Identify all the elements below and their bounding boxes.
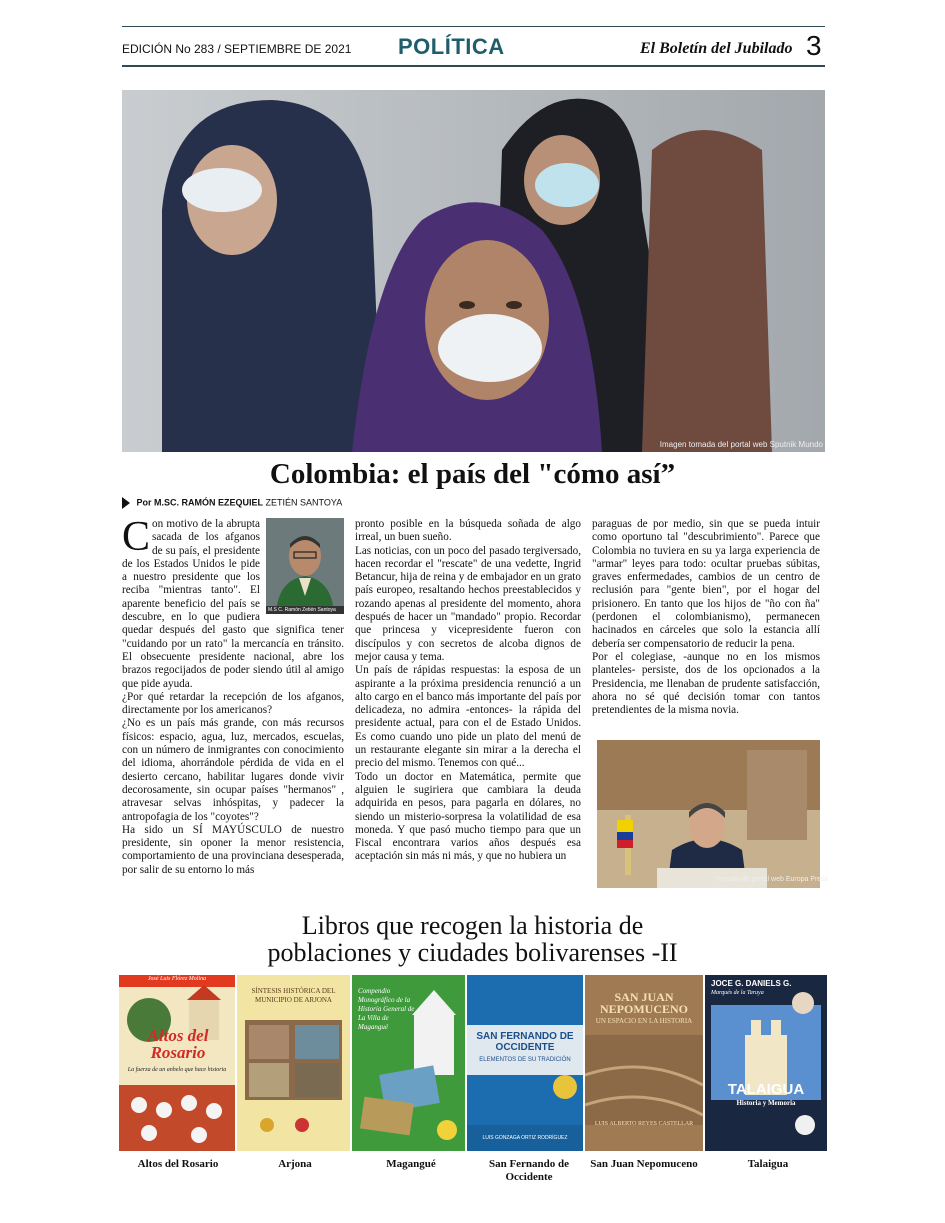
- book-cover-arjona: [237, 975, 350, 1151]
- book-cover-talaigua: [705, 975, 827, 1151]
- book-covers: [119, 975, 829, 1151]
- book-label: Arjona: [278, 1158, 312, 1170]
- byline-name: ZETIÉN SANTOYA: [265, 497, 343, 508]
- book-cover-title: SAN JUAN NEPOMUCENO: [600, 990, 688, 1016]
- book-cover-title: TALAIGUA: [727, 1081, 805, 1098]
- book-cover-art: [705, 975, 827, 1151]
- book-cover-subtitle: La fuerza de un anhelo que hace historia: [127, 1067, 227, 1073]
- article-column-1: [122, 514, 344, 877]
- book-cover-san-fernando: [467, 975, 583, 1151]
- col2-paragraph: pronto posible en la búsqueda soñada de algo irreal, un buen sueño.: [355, 518, 581, 544]
- book-label: San Fernando de Occidente: [488, 1158, 570, 1183]
- col1-paragraph: on motivo de la abrupta sacada de los afganos de su país, el presidente de los Estados Unidos le pide a nuestro presidente que los reciba "mientras tanto". El aparente beneficio del país se descubre, en lo que pudiera quedar después del gasto que significa tener "cuidando por un rato" la mercancía en tránsito. El obsecuente presidente nacional, abre los brazos regocijados de poder siendo útil al amigo que pide ayuda.: [122, 518, 344, 690]
- col2-paragraph: Las noticias, con un poco del pasado tergiversado, hacen recordar el "rescate" de una vedette, Ingrid Betancur, hija de reina y de embajador en un grato país europeo, resaltando hechos preestablecidos y rozando apenas al presidente del momento, ahora después de hacer un "mandado" propio. Recordar que princesa y vicepresidente fueron con discípulos y con secretos de alcoba dignos de mejor causa y tema.: [355, 544, 581, 663]
- book-cover-title: Altos del Rosario: [147, 1026, 209, 1062]
- dropcap: C: [122, 514, 151, 560]
- book-cover-magangue: [352, 975, 465, 1151]
- book-label: San Juan Nepomuceno: [590, 1158, 698, 1170]
- book-cover-title: Compendio Monográfico de la Historia General de La Villa de Magangué: [358, 987, 415, 1031]
- book-cover-altos-del-rosario: [119, 975, 235, 1151]
- author-portrait-illustration: [266, 518, 344, 614]
- header-bottom-rule: [122, 65, 825, 67]
- president-photo-caption: Tomado de portal web Europa Press: [715, 876, 829, 883]
- book-cover-author: JOCE G. DANIELS G.: [711, 979, 792, 988]
- president-illustration: [597, 740, 820, 888]
- col3-paragraph: paraguas de por medio, sin que se pueda intuir como oportuno tal "descubrimiento". Parece que Colombia no tuviera en su ya larga experiencia de "armar" leyes para todo: ocultar pruebas súbitas, graves enfermedades, cambios de un centro de reclusión para "gente bien", por el hogar del prisionero. En tanto que los hijos de "ño con ña" (perdonen el colombianismo), permanecen hacinados en cárceles que solo la estancia allí debería ser compensatorio de reducir la pena.: [592, 518, 820, 650]
- page-number: 3: [806, 30, 822, 61]
- section-title: POLÍTICA: [398, 34, 505, 59]
- col2-paragraph: Todo un doctor en Matemática, permite que alguien le sugiriera que cambiara la deuda adquirida en pesos, para pagarla en dólares, no siendo un misterio-sorpresa la volatilidad de esa moneda. Y que pasó mucho tiempo para que un Fiscal encontrara varios años después esa aceptación sin más ni más, y que no hubiera un: [355, 770, 581, 863]
- book-label: Magangué: [386, 1158, 436, 1170]
- col1-paragraph: ¿Por qué retardar la recepción de los afganos, directamente por los americanos?: [122, 690, 344, 717]
- book-cover-author: LUIS ALBERTO REYES CASTELLAR: [594, 1121, 694, 1127]
- publication-name: El Boletín del Jubilado: [640, 40, 793, 57]
- header-top-rule: [122, 26, 825, 27]
- hero-photo: [122, 90, 825, 452]
- hero-caption: Imagen tomada del portal web Sputnik Mundo: [659, 440, 823, 449]
- hero-illustration: [122, 90, 825, 452]
- col1-paragraph: ¿No es un país más grande, con más recursos físicos: espacio, agua, luz, mercados, escuelas, con un número de inmigrantes con conocimiento del idioma, ahorrándole pérdida de vida en el desierto cercano, habilitar lugares donde vivir decorosamente, sin ocupar países "hermanos" , atravesar selvas inhóspitas, y padecer la antropofagia de los "coyotes"?: [122, 717, 344, 823]
- author-portrait-caption: M.S C. Ramón Zetién Santoya: [266, 606, 344, 614]
- books-title-line-1: Libros que recogen la historia de: [301, 911, 644, 940]
- col2-paragraph: Un país de rápidas respuestas: la esposa de un aspirante a la próxima presidencia renunció a un alto cargo en el banco más importante del país por delicadeza, no admira -entonces- la rápida del presidente actual, para con el de Estado Unidos. Es como cuando uno pide un plato del menú de un restaurante elegante sin mirar a la derecha el precio del mismo. Tenemos con qué...: [355, 664, 581, 770]
- col1-paragraph: Ha sido un SÍ MAYÚSCULO de nuestro presidente, sin oponer la menor resistencia, comportamiento de una provinciana desesperada, por salir de su entorno lo más: [122, 823, 344, 876]
- author-portrait: [266, 518, 344, 614]
- book-cover-title: SÍNTESIS HISTÓRICA DEL MUNICIPIO DE ARJONA: [251, 987, 336, 1004]
- book-label: Talaigua: [747, 1158, 789, 1170]
- book-cover-note: Marqués de la Taruya: [711, 990, 764, 996]
- book-cover-art: [467, 975, 583, 1151]
- president-photo: [597, 740, 820, 888]
- book-author: José Luis Flórez Molina: [147, 976, 207, 982]
- article-title: Colombia: el país del "cómo así”: [269, 458, 676, 490]
- books-section-title: [0, 912, 945, 966]
- byline: [122, 497, 342, 509]
- col3-paragraph: Por el colegiase, -aunque no en los mismos planteles- persiste, dos de los opcionados a la Presidencia, me llenaban de prudente satisfacción, ahora no sé qué decisión tomar con tantos pretendientes de la misma novia.: [592, 650, 820, 717]
- book-cover-subtitle: ELEMENTOS DE SU TRADICIÓN: [479, 1057, 571, 1063]
- book-cover-art: [119, 975, 235, 1151]
- article-column-2: [355, 518, 581, 864]
- byline-triangle-icon: [122, 497, 130, 509]
- byline-prefix: Por M.SC. RAMÓN EZEQUIEL: [136, 497, 264, 508]
- book-label: Altos del Rosario: [137, 1158, 219, 1170]
- article-column-3: [592, 518, 820, 717]
- book-cover-san-juan: [585, 975, 703, 1151]
- books-title-line-2: poblaciones y ciudades bolivarenses -II: [267, 938, 678, 967]
- book-cover-subtitle: Historia y Memoria: [736, 1099, 796, 1107]
- edition-label: EDICIÓN No 283 / SEPTIEMBRE DE 2021: [122, 42, 352, 56]
- book-cover-author: LUIS GONZAGA ORTIZ RODRÍGUEZ: [482, 1135, 568, 1141]
- book-cover-title: SAN FERNANDO DE OCCIDENTE: [476, 1031, 574, 1053]
- book-cover-subtitle: UN ESPACIO EN LA HISTORIA: [595, 1017, 693, 1025]
